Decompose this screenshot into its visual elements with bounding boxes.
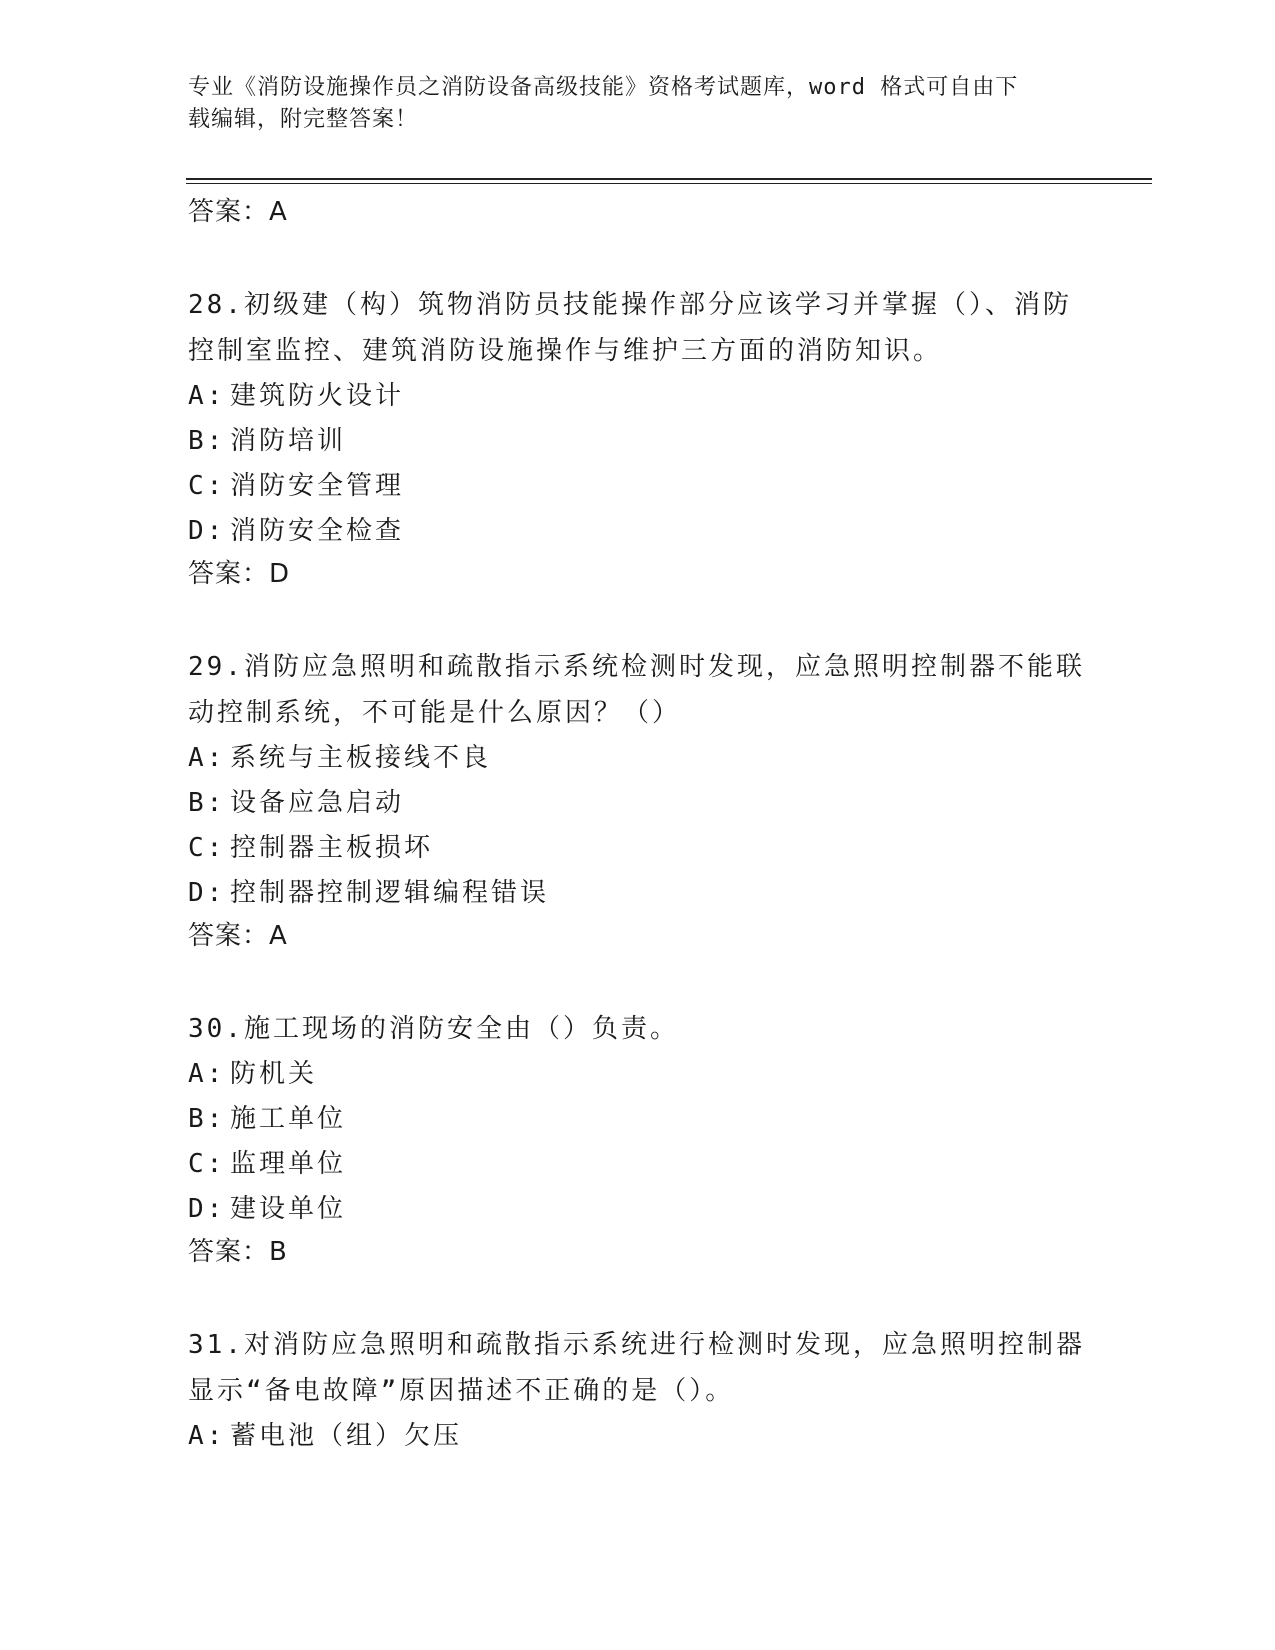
option-item	[188, 1097, 1088, 1142]
question-stem	[188, 282, 1088, 374]
question-item	[188, 1006, 1088, 1272]
option-item	[188, 419, 1088, 464]
option-item	[188, 781, 1088, 826]
option-item	[188, 1052, 1088, 1097]
option-text: 蓄电池（组）欠压	[230, 1421, 463, 1451]
option-text: 消防安全检查	[230, 516, 405, 546]
question-list	[188, 192, 1088, 1509]
option-text: 设备应急启动	[230, 788, 405, 818]
option-key: C:	[188, 833, 226, 863]
question-item	[188, 644, 1088, 956]
header-line-1: 专业《消防设施操作员之消防设备高级技能》资格考试题库，word 格式可自由下	[188, 75, 1019, 100]
question-stem-line: 31.对消防应急照明和疏散指示系统进行检测时发现，应急照明控制器	[188, 1330, 1085, 1360]
option-key: C:	[188, 471, 226, 501]
answer-line: 答案：B	[188, 1237, 288, 1267]
question-stem-line: 显示“备电故障”原因描述不正确的是（）。	[188, 1376, 735, 1406]
question-stem-line: 动控制系统，不可能是什么原因？（）	[188, 698, 682, 728]
option-item	[188, 736, 1088, 781]
answer-line: 答案：A	[188, 197, 288, 227]
option-key: D:	[188, 1194, 226, 1224]
option-text: 建筑防火设计	[230, 381, 405, 411]
option-item	[188, 826, 1088, 871]
option-key: D:	[188, 878, 226, 908]
option-key: B:	[188, 788, 226, 818]
question-stem	[188, 644, 1088, 736]
question-stem-line: 控制室监控、建筑消防设施操作与维护三方面的消防知识。	[188, 336, 943, 366]
header-rule-thick	[186, 178, 1152, 180]
header-rule-thin	[186, 183, 1152, 184]
option-key: A:	[188, 381, 226, 411]
option-text: 控制器控制逻辑编程错误	[230, 878, 550, 908]
question-stem	[188, 1006, 1088, 1052]
question-stem-line: 30.施工现场的消防安全由（）负责。	[188, 1014, 679, 1044]
option-item	[188, 374, 1088, 419]
option-key: D:	[188, 516, 226, 546]
answer-line: 答案：D	[188, 559, 291, 589]
option-key: B:	[188, 426, 226, 456]
option-key: A:	[188, 743, 226, 773]
question-stem	[188, 1322, 1088, 1414]
document-header	[188, 72, 1088, 136]
question-stem-line: 29.消防应急照明和疏散指示系统检测时发现，应急照明控制器不能联	[188, 652, 1085, 682]
option-item	[188, 1414, 1088, 1459]
question-stem-line: 28.初级建（构）筑物消防员技能操作部分应该学习并掌握（）、消防	[188, 290, 1072, 320]
option-text: 消防安全管理	[230, 471, 405, 501]
option-key: A:	[188, 1421, 226, 1451]
question-item	[188, 282, 1088, 594]
option-key: C:	[188, 1149, 226, 1179]
option-text: 建设单位	[230, 1194, 347, 1224]
question-item	[188, 1322, 1088, 1459]
option-item	[188, 509, 1088, 554]
option-text: 控制器主板损坏	[230, 833, 434, 863]
option-text: 施工单位	[230, 1104, 347, 1134]
option-text: 监理单位	[230, 1149, 347, 1179]
option-text: 系统与主板接线不良	[230, 743, 492, 773]
option-item	[188, 871, 1088, 916]
option-key: A:	[188, 1059, 226, 1089]
option-item	[188, 1142, 1088, 1187]
option-text: 消防培训	[230, 426, 347, 456]
option-item	[188, 464, 1088, 509]
option-key: B:	[188, 1104, 226, 1134]
answer-line: 答案：A	[188, 921, 288, 951]
option-item	[188, 1187, 1088, 1232]
header-line-2: 载编辑，附完整答案！	[188, 107, 419, 132]
option-text: 防机关	[230, 1059, 318, 1089]
